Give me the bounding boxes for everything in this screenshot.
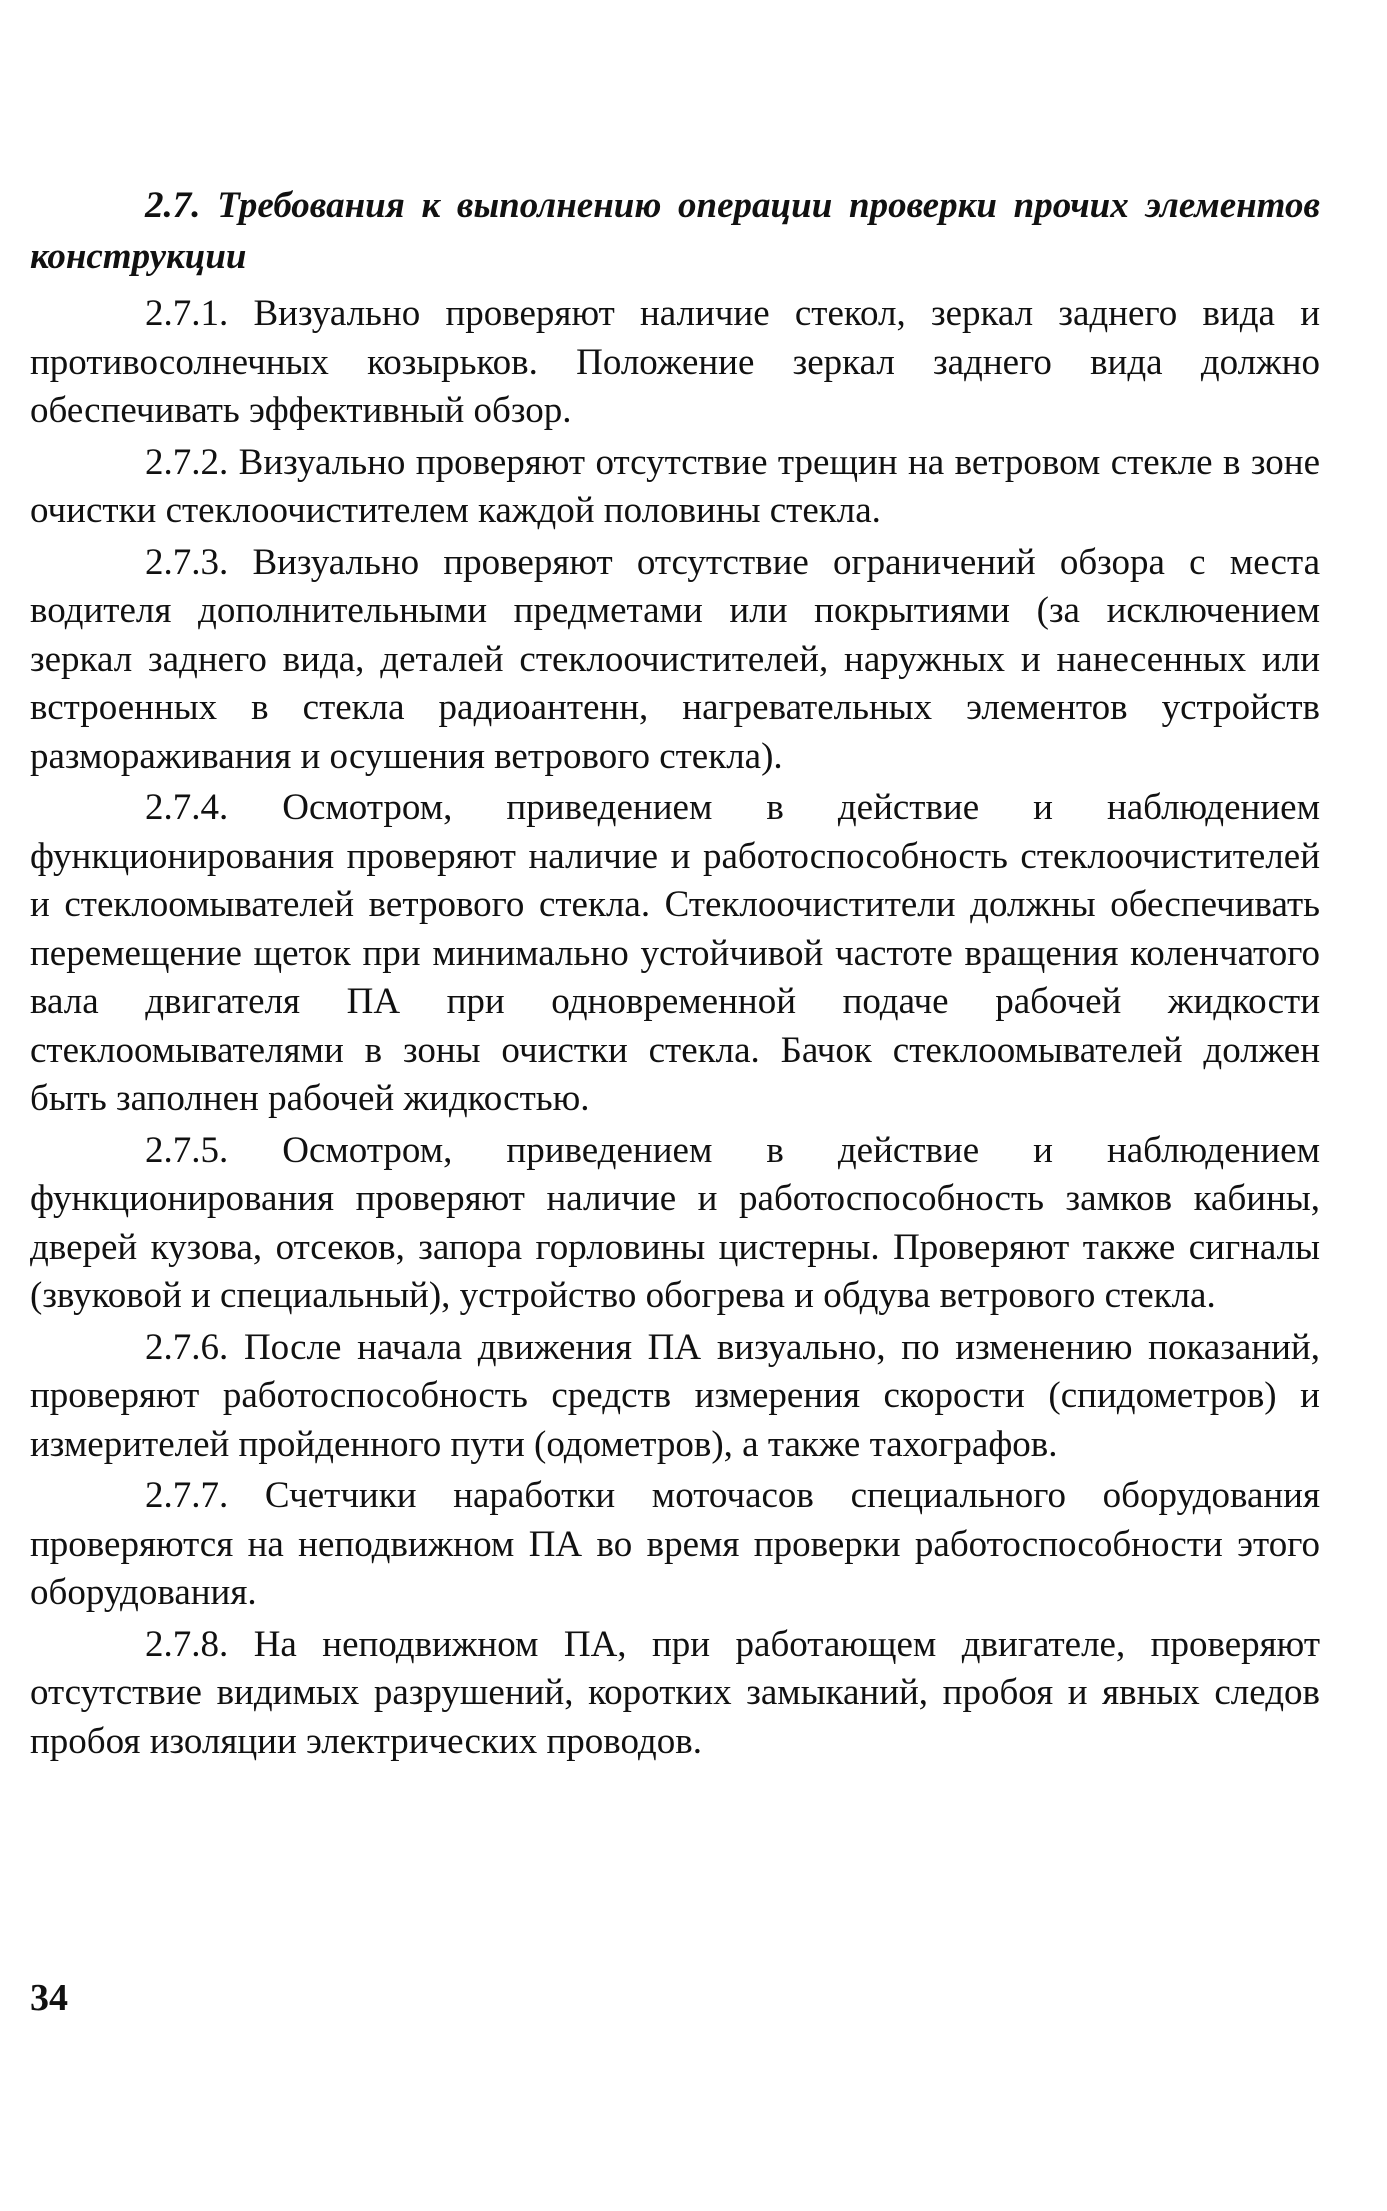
section-heading: 2.7. Требования к выполнению операции проверки прочих элементов конструкции [30,185,1320,277]
paragraph-2-7-7: 2.7.7. Счетчики наработки моточасов специального оборудования проверяются на неподвижном ПА во время проверки работоспособности этого оборудования. [30,1475,1320,1613]
paragraph-2-7-4: 2.7.4. Осмотром, приведением в действие и наблюдением функционирования проверяют наличие и работоспособность стеклоочистителей и стеклоомывателей ветрового стекла. Стеклоочистители должны обеспечивать перемещение щеток при минимально устойчивой частоте вращения коленчатого вала двигателя ПА при одновременной подаче рабочей жидкости стеклоомывателями в зоны очистки стекла. Бачок стеклоомывателей должен быть заполнен рабочей жидкостью. [30,787,1320,1119]
paragraph-2-7-8: 2.7.8. На неподвижном ПА, при работающем двигателе, проверяют отсутствие видимых разрушений, коротких замыканий, пробоя и явных следов пробоя изоляции электрических проводов. [30,1623,1320,1762]
paragraph-2-7-2: 2.7.2. Визуально проверяют отсутствие трещин на ветровом стекле в зоне очистки стеклоочистителем каждой половины стекла. [30,441,1320,531]
paragraph-2-7-6: 2.7.6. После начала движения ПА визуально, по изменению показаний, проверяют работоспособность средств измерения скорости (спидометров) и измерителей пройденного пути (одометров), а также тахографов. [30,1326,1320,1465]
paragraph-2-7-3: 2.7.3. Визуально проверяют отсутствие ограничений обзора с места водителя дополнительными предметами или покрытиями (за исключением зеркал заднего вида, деталей стеклоочистителей, наружных и нанесенных или встроенных в стекла радиоантенн, нагревательных элементов устройств размораживания и осушения ветрового стекла). [30,541,1320,777]
paragraph-2-7-1: 2.7.1. Визуально проверяют наличие стекол, зеркал заднего вида и противосолнечных козырьков. Положение зеркал заднего вида должно обеспечивать эффективный обзор. [30,293,1320,431]
page-number: 34 [30,1977,68,2019]
paragraph-2-7-5: 2.7.5. Осмотром, приведением в действие и наблюдением функционирования проверяют наличие и работоспособность замков кабины, дверей кузова, отсеков, запора горловины цистерны. Проверяют также сигналы (звуковой и специальный), устройство обогрева и обдува ветрового стекла. [30,1129,1320,1316]
document-page [30,180,1320,1769]
